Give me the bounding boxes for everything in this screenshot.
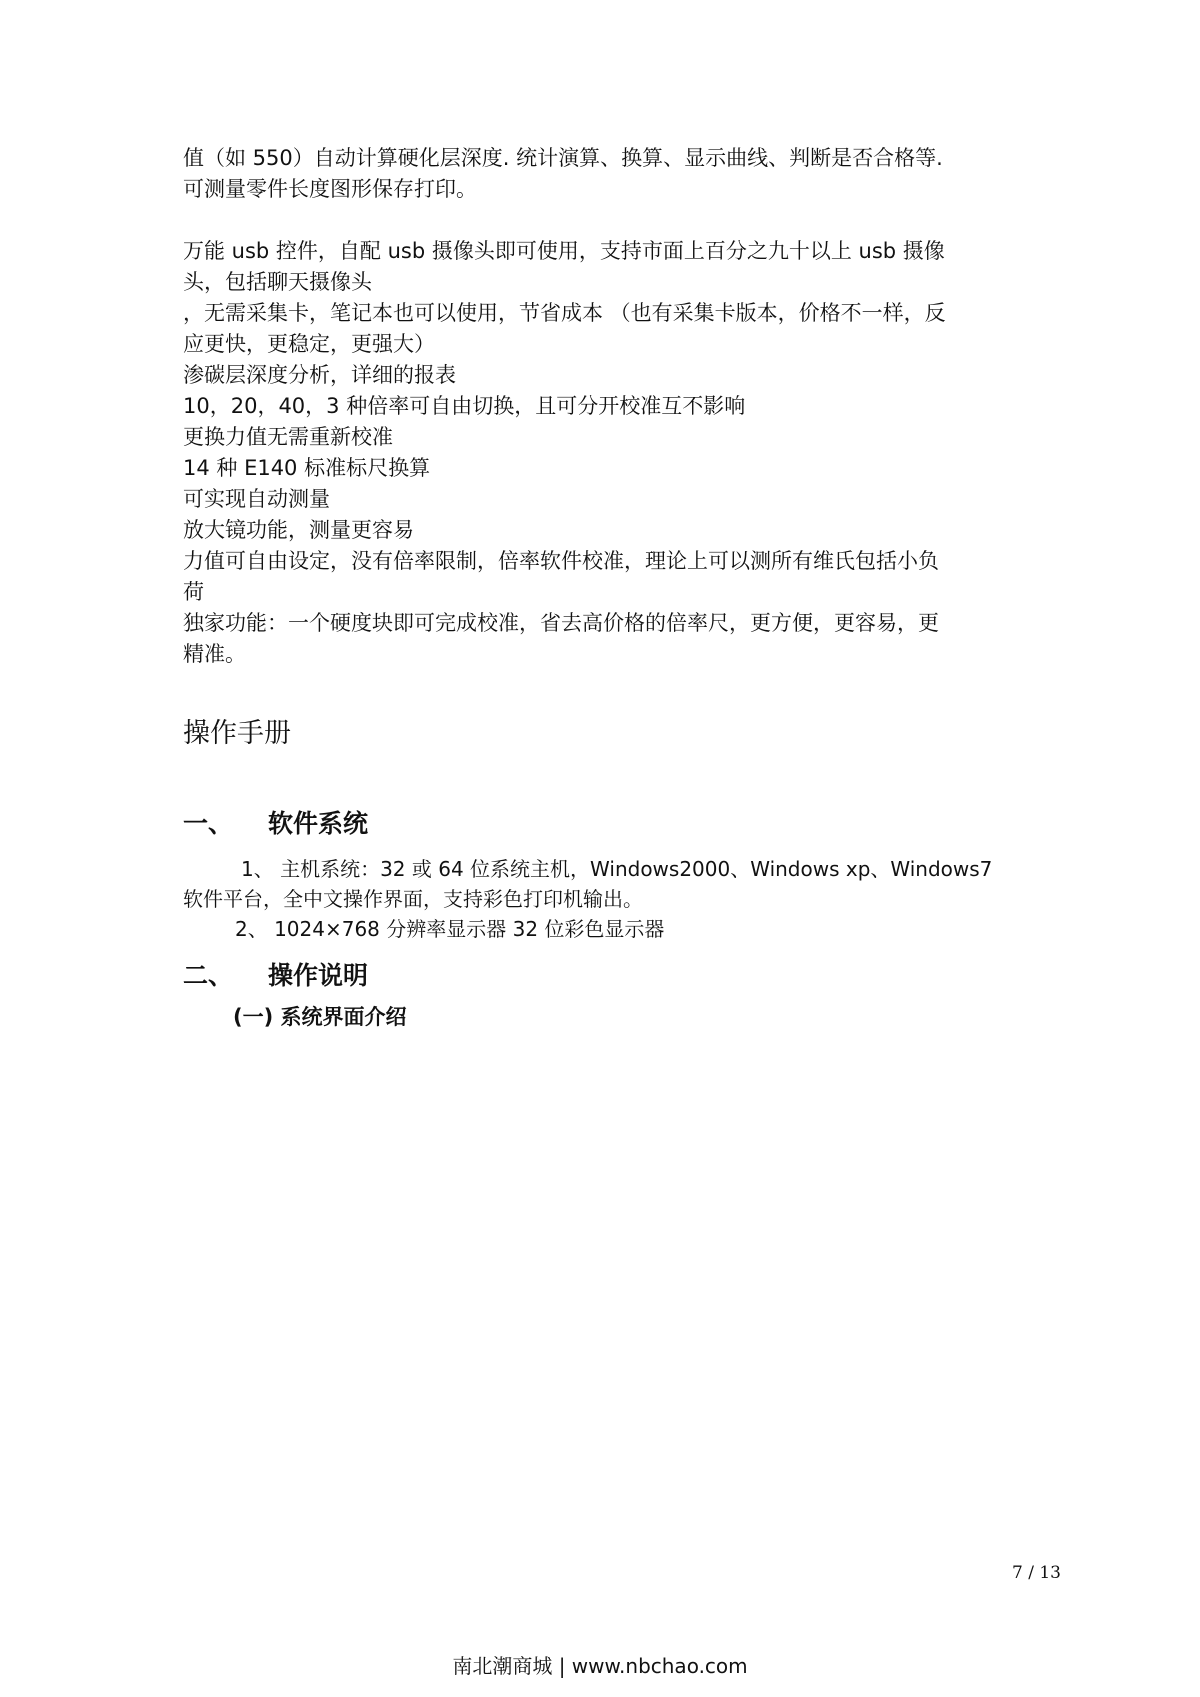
- feature-line: 荷: [183, 580, 204, 604]
- manual-title: 操作手册: [183, 718, 291, 749]
- section-heading-operation: [183, 958, 1063, 994]
- section-item: 软件平台，全中文操作界面，支持彩色打印机输出。: [183, 887, 643, 911]
- feature-line: 放大镜功能，测量更容易: [183, 518, 414, 542]
- feature-line: ，无需采集卡，笔记本也可以使用，节省成本 （也有采集卡版本，价格不一样，反: [183, 301, 946, 325]
- intro-line-2: 可测量零件长度图形保存打印。: [183, 177, 477, 201]
- spacer: [183, 754, 1063, 806]
- feature-line: 10，20，40，3 种倍率可自由切换，且可分开校准互不影响: [183, 394, 746, 418]
- feature-line: 应更快，更稳定，更强大）: [183, 332, 435, 356]
- section-title: 操作说明: [268, 961, 369, 990]
- spacer: [183, 842, 1063, 854]
- section-item: 2、 1024×768 分辨率显示器 32 位彩色显示器: [235, 917, 665, 941]
- intro-line-1: 值（如 550）自动计算硬化层深度. 统计演算、换算、显示曲线、判断是否合格等.: [183, 146, 943, 170]
- feature-list: [183, 236, 1063, 670]
- spacer: [183, 944, 1063, 958]
- section-number: 二、: [183, 961, 234, 990]
- spacer: [183, 205, 1063, 236]
- feature-line: 头，包括聊天摄像头: [183, 270, 372, 294]
- feature-line: 可实现自动测量: [183, 487, 330, 511]
- page-content: [183, 143, 1063, 1032]
- footer-watermark: 南北潮商城 | www.nbchao.com: [452, 1654, 748, 1678]
- subsection-heading: (一) 系统界面介绍: [233, 1005, 407, 1029]
- section-title: 软件系统: [268, 809, 369, 838]
- feature-line: 力值可自由设定，没有倍率限制，倍率软件校准，理论上可以测所有维氏包括小负: [183, 549, 939, 573]
- feature-line: 渗碳层深度分析，详细的报表: [183, 363, 456, 387]
- feature-line: 14 种 E140 标准标尺换算: [183, 456, 431, 480]
- feature-line: 万能 usb 控件，自配 usb 摄像头即可使用，支持市面上百分之九十以上 usb 摄像: [183, 239, 945, 263]
- page-number: 7 / 13: [1012, 1563, 1061, 1583]
- section-heading-software: [183, 806, 1063, 842]
- section-number: 一、: [183, 809, 234, 838]
- feature-line: 精准。: [183, 642, 246, 666]
- feature-line: 更换力值无需重新校准: [183, 425, 393, 449]
- feature-line: 独家功能：一个硬度块即可完成校准，省去高价格的倍率尺，更方便，更容易，更: [183, 611, 939, 635]
- section-item: 1、 主机系统：32 或 64 位系统主机，Windows2000、Windows xp、Windows7: [241, 857, 993, 881]
- spacer: [183, 994, 1063, 1002]
